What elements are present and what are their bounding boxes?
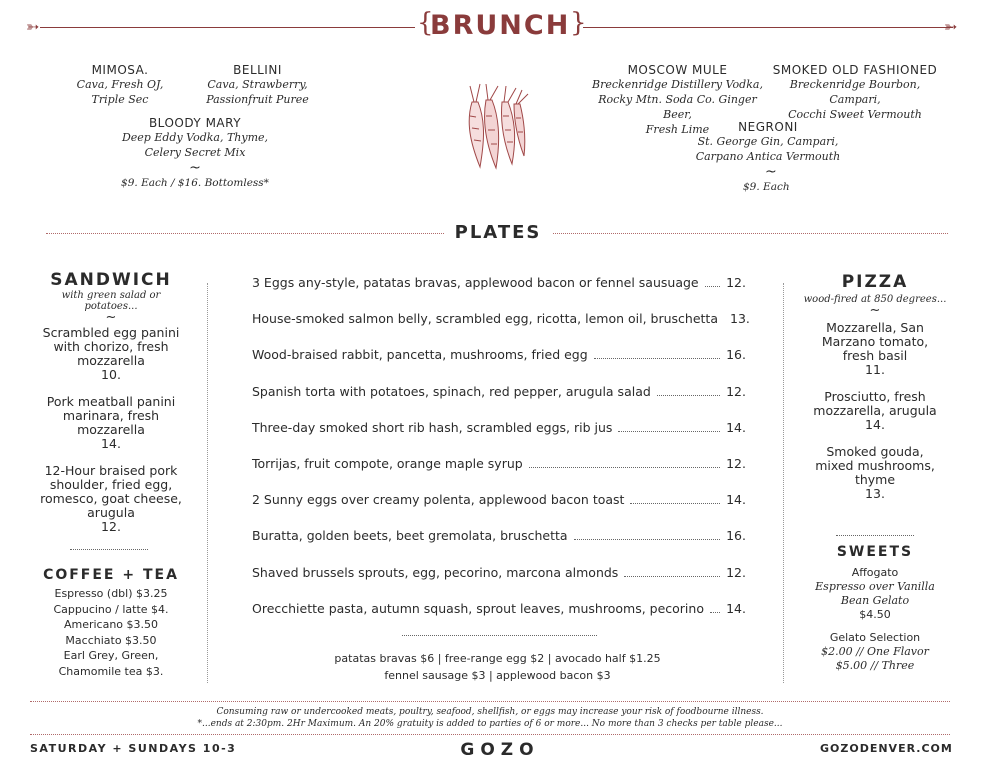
plate-desc: 3 Eggs any-style, patatas bravas, applewood bacon or fennel sausuage [252, 275, 699, 290]
pizza-subtitle: wood-fired at 850 degrees... [803, 294, 947, 305]
leader-dots [594, 358, 720, 359]
column-divider-right [783, 283, 784, 683]
coffee-title: COFFEE + TEA [43, 567, 179, 583]
page-title: BRUNCH [430, 10, 571, 41]
item-line: Scrambled egg panini [42, 325, 180, 340]
plate-price: 16. [726, 528, 746, 544]
list-item [252, 311, 750, 347]
drink-price: $9. Each / $16. Bottomless* [121, 177, 269, 189]
sweets-section [800, 544, 950, 673]
item-line: thyme [854, 472, 896, 487]
plate-price: 12. [726, 564, 746, 580]
leader-dots [624, 576, 720, 577]
drink-desc: Carpano Antica Vermouth [695, 150, 841, 163]
sandwich-section [36, 270, 186, 534]
sweet-desc: Espresso over Vanilla [815, 580, 935, 593]
drink-name: NEGRONI [738, 120, 798, 134]
coffee-section [36, 567, 186, 679]
drink-desc: Cocchi Sweet Vermouth [788, 108, 922, 121]
drink-name: SMOKED OLD FASHIONED [772, 63, 938, 77]
extras-line: patatas bravas $6 | free-range egg $2 | avocado half $1.25 [334, 652, 661, 665]
drink-desc: Rocky Mtn. Soda Co. Ginger Beer, [598, 93, 757, 121]
item-price: 14. [865, 417, 885, 432]
plates-title: PLATES [454, 222, 542, 243]
tilde-divider: ~ [765, 164, 777, 180]
sandwich-divider [70, 549, 148, 550]
extras [290, 650, 705, 684]
sweet-desc: $2.00 // One Flavor [821, 645, 929, 658]
sweet-name: Affogato [851, 566, 899, 579]
item-line: 12-Hour braised pork [44, 463, 178, 478]
item-line: Pork meatball panini [46, 394, 176, 409]
drink-name: MIMOSA. [91, 63, 149, 77]
footer-brand: GOZO [460, 740, 540, 760]
plate-price: 14. [726, 419, 746, 435]
plates-list [252, 275, 750, 637]
coffee-item: Cappucino / latte $4. [53, 602, 169, 616]
list-item [252, 347, 746, 383]
leader-dots [618, 431, 720, 432]
plate-desc: Three-day smoked short rib hash, scrambled eggs, rib jus [252, 419, 613, 435]
leader-dots [705, 286, 720, 287]
plates-rule-right [553, 233, 948, 234]
pizza-divider [836, 535, 914, 536]
column-divider-left [207, 283, 208, 683]
plate-desc: Shaved brussels sprouts, egg, pecorino, marcona almonds [252, 564, 619, 580]
drink-desc: Celery Secret Mix [144, 146, 246, 159]
tilde-divider: ~ [189, 160, 201, 176]
item-price: 12. [101, 519, 121, 534]
drink-desc: Cava, Fresh OJ, [76, 78, 164, 91]
drink-desc: Fresh Lime [645, 123, 710, 136]
drink-bloody-mary [110, 116, 280, 191]
brace-left: { [417, 8, 434, 38]
plate-desc: 2 Sunny eggs over creamy polenta, applewood bacon toast [252, 492, 625, 508]
arrow-left-icon: ➳ [26, 17, 40, 36]
drink-name: MOSCOW MULE [627, 63, 728, 77]
drink-desc: Deep Eddy Vodka, Thyme, [121, 131, 269, 144]
drink-price: $9. Each [743, 181, 790, 193]
list-item [36, 395, 186, 451]
disclaimer-text: Consuming raw or undercooked meats, poultry, seafood, shellfish, or eggs may increase your risk of foodbourne illness. [216, 707, 764, 717]
item-line: marinara, fresh [62, 408, 160, 423]
list-item [252, 601, 746, 637]
drink-smoked-old-fashioned [765, 63, 945, 122]
leader-dots [574, 539, 720, 540]
sweet-price: $4.50 [859, 608, 891, 621]
footer-hours: SATURDAY + SUNDAYS 10-3 [30, 742, 237, 755]
item-line: Mozzarella, San [826, 320, 924, 335]
plate-price: 13. [730, 311, 750, 327]
plate-price: 12. [726, 383, 746, 399]
leader-dots [630, 503, 720, 504]
plate-price: 14. [726, 492, 746, 508]
header-rule-left [40, 27, 415, 28]
leader-dots [710, 612, 720, 613]
plate-price: 12. [726, 455, 746, 471]
carrots-illustration [458, 82, 538, 172]
sweet-desc: $5.00 // Three [835, 659, 915, 672]
item-line: romesco, goat cheese, [40, 491, 182, 506]
plate-desc: Buratta, golden beets, beet gremolata, bruschetta [252, 528, 568, 544]
list-item [800, 445, 950, 501]
plate-price: 12. [726, 275, 746, 290]
sandwich-title: SANDWICH [50, 270, 172, 290]
tilde-divider: ~ [105, 310, 117, 325]
item-line: mozzarella [77, 422, 145, 437]
list-item [252, 456, 746, 492]
sandwich-subtitle: with green salad or potatoes... [61, 290, 161, 312]
plate-desc: Orecchiette pasta, autumn squash, sprout leaves, mushrooms, pecorino [252, 600, 704, 616]
drink-bellini [195, 63, 320, 107]
brace-right: } [570, 8, 587, 38]
item-line: arugula [87, 505, 135, 520]
item-line: mixed mushrooms, [815, 458, 935, 473]
sweet-desc: Bean Gelato [840, 594, 910, 607]
item-line: Marzano tomato, [821, 334, 929, 349]
arrow-right-icon: ➳ [944, 17, 958, 36]
plate-price: 16. [726, 347, 746, 363]
item-price: 11. [865, 362, 885, 377]
drink-desc: Breckenridge Distillery Vodka, [592, 78, 763, 91]
policy-text: *...ends at 2:30pm. 2Hr Maximum. An 20% gratuity is added to parties of 6 or more... No more than 3 checks per table please... [197, 719, 783, 729]
list-item [252, 275, 746, 311]
list-item [252, 528, 746, 564]
list-item [252, 384, 746, 420]
tilde-divider: ~ [869, 303, 881, 318]
sweets-title: SWEETS [836, 544, 914, 560]
plate-desc: Torrijas, fruit compote, orange maple syrup [252, 455, 523, 471]
list-item [800, 321, 950, 377]
item-price: 10. [101, 367, 121, 382]
drink-desc: St. George Gin, Campari, [697, 135, 839, 148]
list-item [252, 492, 746, 528]
item-line: shoulder, fried egg, [49, 477, 173, 492]
footer-rule-bottom [30, 734, 950, 735]
drink-mimosa [65, 63, 175, 107]
pizza-title: PIZZA [841, 272, 909, 292]
sweet-name: Gelato Selection [829, 631, 921, 644]
footer-disclaimer [30, 706, 950, 730]
plate-desc: Wood-braised rabbit, pancetta, mushrooms, fried egg [252, 347, 588, 363]
drink-desc: Breckenridge Bourbon, Campari, [789, 78, 921, 106]
plates-rule-left [46, 233, 444, 234]
footer-website[interactable]: GOZODENVER.COM [820, 742, 953, 755]
coffee-item: Espresso (dbl) $3.25 [54, 587, 168, 600]
item-line: Smoked gouda, [826, 444, 924, 459]
drink-desc: Triple Sec [91, 93, 149, 106]
drink-desc: Cava, Strawberry, [207, 78, 308, 91]
list-item [800, 390, 950, 432]
coffee-item: Earl Grey, Green, [63, 649, 159, 662]
extras-line: fennel sausage $3 | applewood bacon $3 [384, 669, 611, 682]
plate-desc: House-smoked salmon belly, scrambled egg, ricotta, lemon oil, bruschetta [252, 311, 718, 327]
item-line: mozzarella, arugula [813, 403, 937, 418]
list-item [252, 565, 746, 601]
item-price: 14. [101, 436, 121, 451]
item-line: Prosciutto, fresh [824, 389, 926, 404]
extras-divider [402, 635, 597, 636]
drink-desc: Passionfruit Puree [206, 93, 309, 106]
drink-name: BLOODY MARY [148, 116, 242, 130]
coffee-item: Americano $3.50 [63, 618, 159, 631]
item-line: mozzarella [77, 353, 145, 368]
leader-dots [657, 395, 720, 396]
item-line: with chorizo, fresh [53, 339, 169, 354]
footer-rule-top [30, 701, 950, 702]
leader-dots [529, 467, 720, 468]
list-item [252, 420, 746, 456]
coffee-item: Chamomile tea $3. [58, 664, 164, 678]
plate-desc: Spanish torta with potatoes, spinach, red pepper, arugula salad [252, 383, 651, 399]
drink-name: BELLINI [233, 63, 282, 77]
header-rule-right [583, 27, 953, 28]
item-line: fresh basil [842, 348, 908, 363]
item-price: 13. [865, 486, 885, 501]
list-item [36, 464, 186, 534]
drink-negroni [683, 120, 853, 195]
coffee-item: Macchiato $3.50 [65, 633, 157, 647]
list-item [36, 326, 186, 382]
pizza-section [800, 272, 950, 501]
plate-price: 14. [726, 600, 746, 616]
